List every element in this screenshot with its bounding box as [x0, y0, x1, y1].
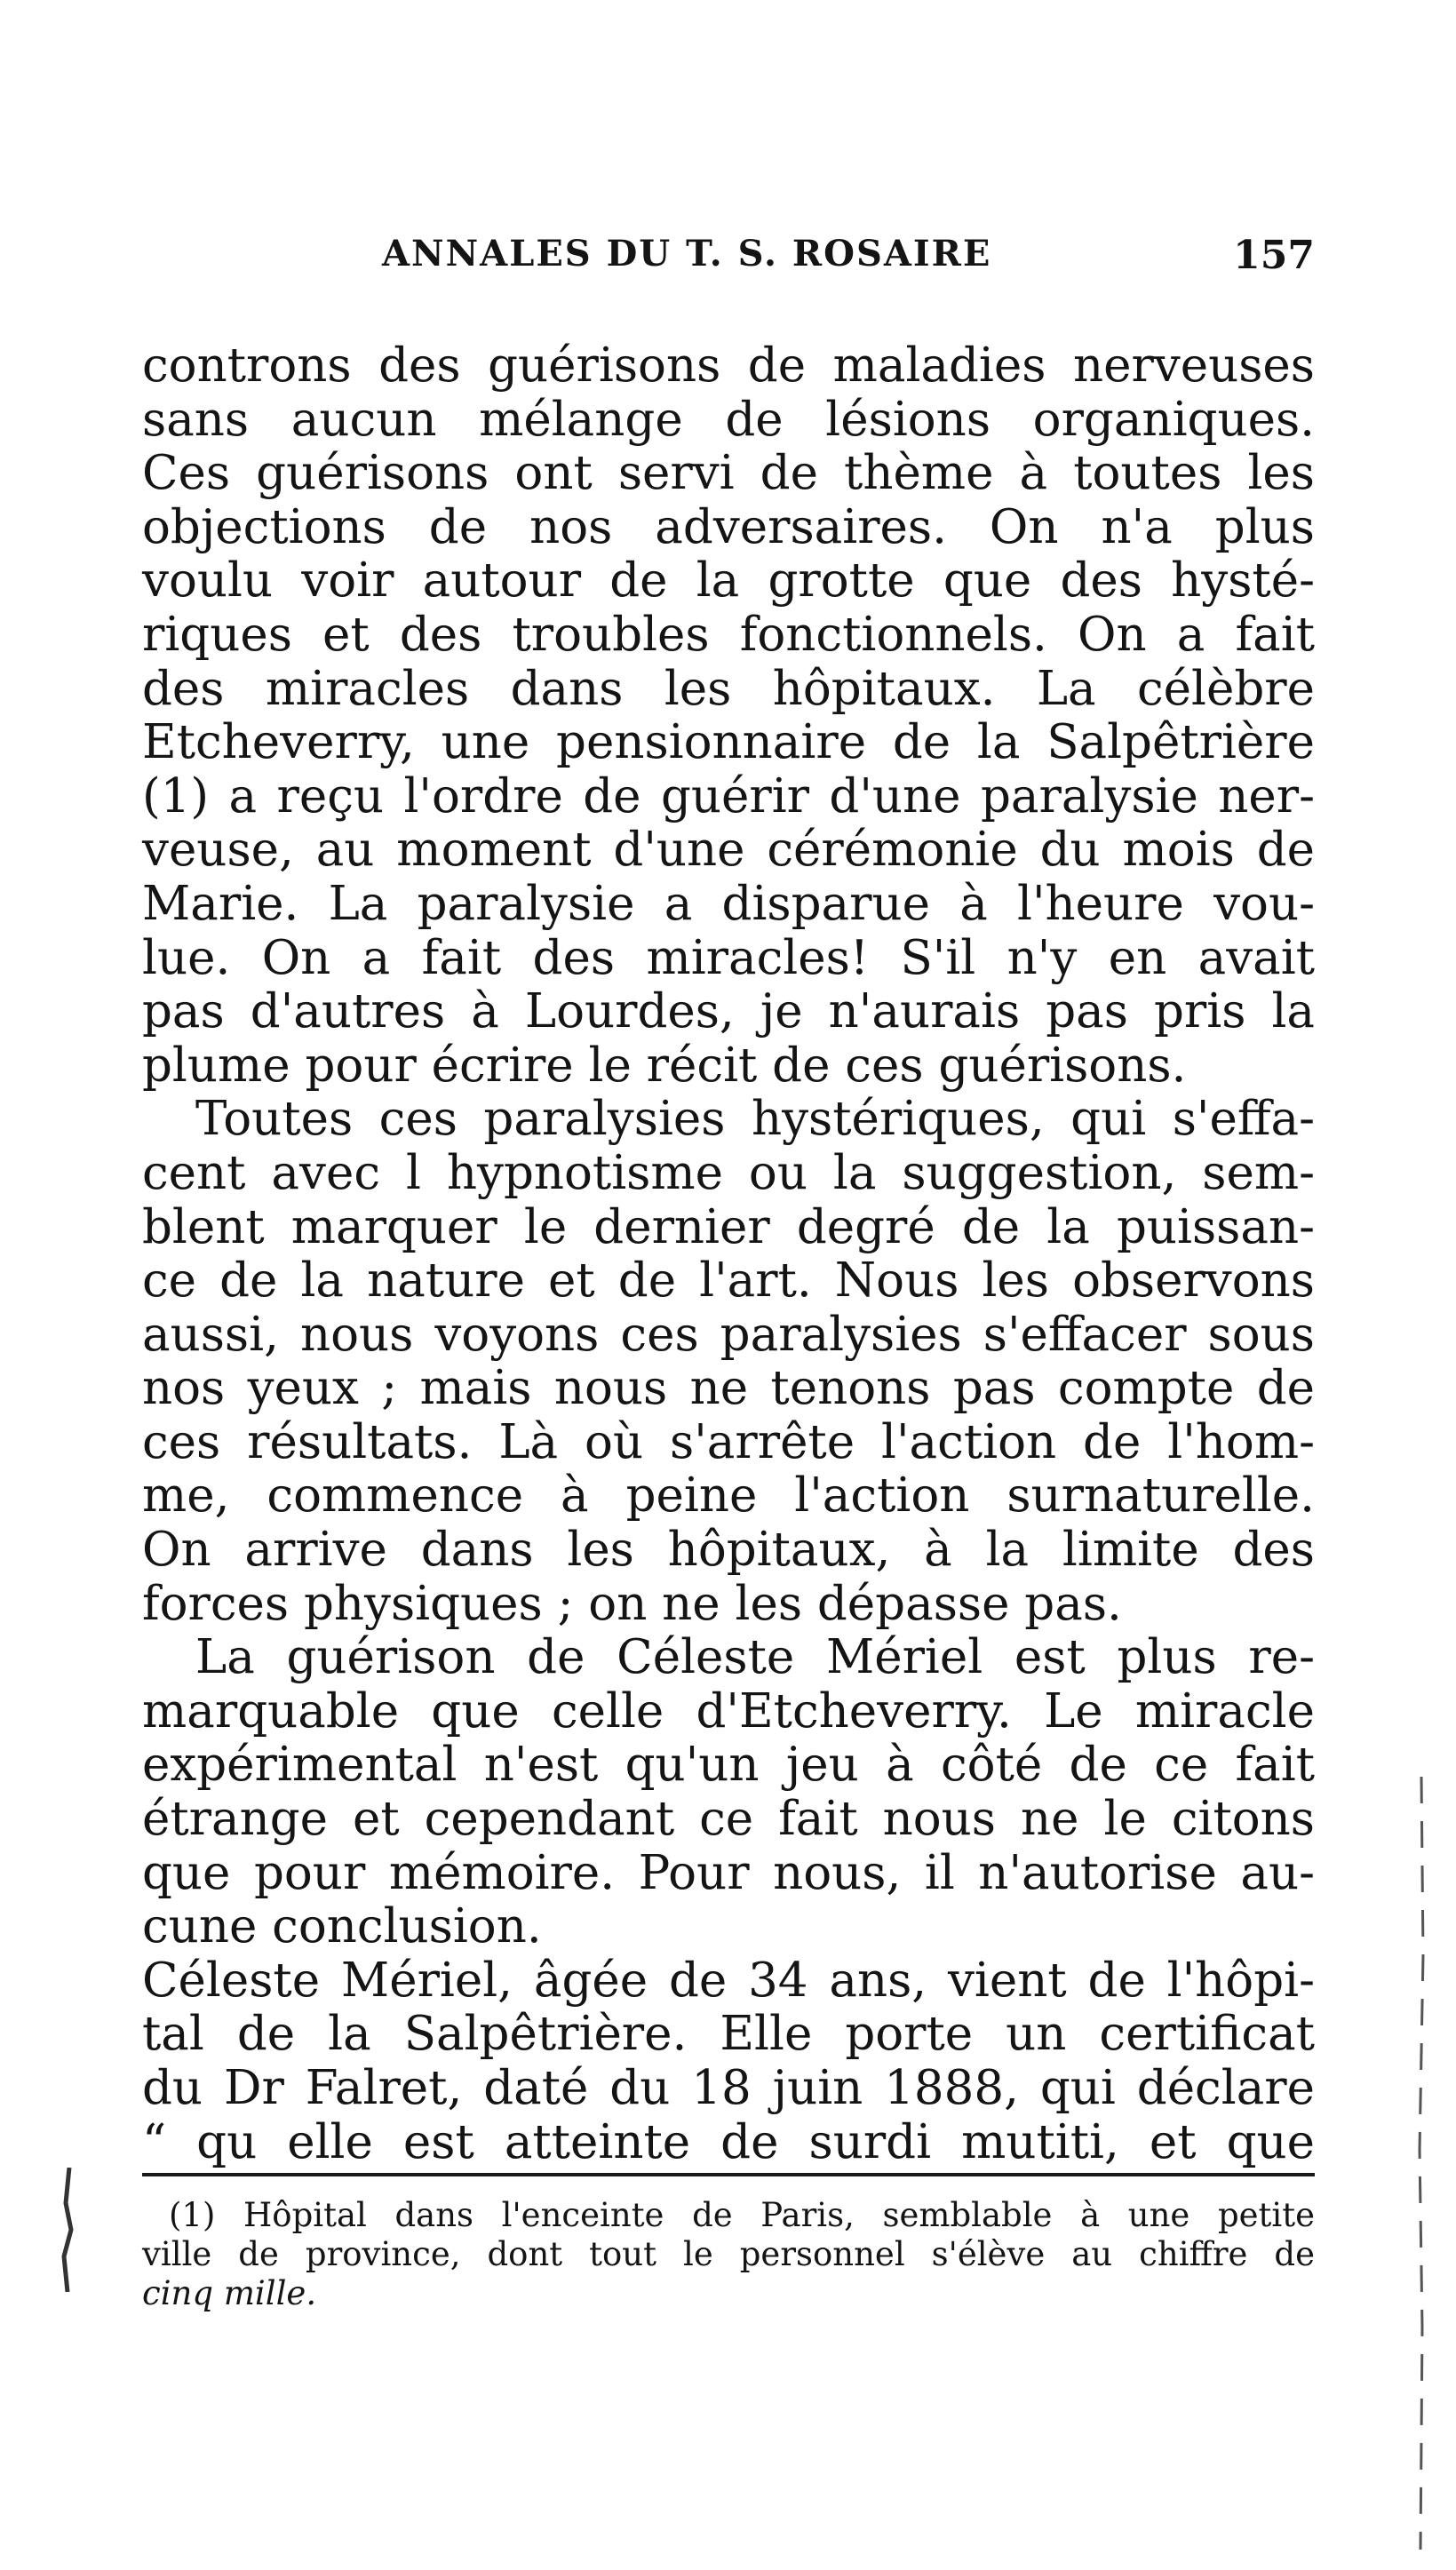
- text-line: ces résultats. Là où s'arrête l'action de l'hom-: [142, 1414, 1315, 1469]
- text-line: cune conclusion.: [142, 1899, 542, 1954]
- text-line: (1) a reçu l'ordre de guérir d'une paralysie ner-: [142, 768, 1315, 824]
- footnote-line: cinq mille.: [142, 2274, 317, 2312]
- text-line: marquable que celle d'Etcheverry. Le miracle: [142, 1683, 1315, 1739]
- text-line: que pour mémoire. Pour nous, il n'autorise au-: [142, 1845, 1315, 1900]
- text-line: On arrive dans les hôpitaux, à la limite des: [142, 1523, 1315, 1578]
- footnote-line: (1) Hôpital dans l'enceinte de Paris, semblable à une petite: [169, 2196, 1315, 2234]
- footnote-line: ville de province, dont tout le personnel s'élève au chiffre de: [142, 2235, 1315, 2273]
- text-line: me, commence à peine l'action surnaturelle.: [142, 1468, 1315, 1524]
- text-line: ce de la nature et de l'art. Nous les observons: [142, 1253, 1315, 1309]
- text-line: La guérison de Céleste Mériel est plus re-: [195, 1630, 1315, 1685]
- text-line: aussi, nous voyons ces paralysies s'effacer sous: [142, 1307, 1315, 1362]
- footnote: [142, 2196, 1315, 2313]
- text-line: expérimental n'est qu'un jeu à côté de ce fait: [142, 1738, 1315, 1793]
- text-line: veuse, au moment d'une cérémonie du mois de: [142, 823, 1315, 878]
- text-line: blent marquer le dernier degré de la puissan-: [142, 1199, 1315, 1254]
- body-text: [142, 339, 1315, 2169]
- text-line: pas d'autres à Lourdes, je n'aurais pas pris la: [142, 984, 1315, 1039]
- text-line: Céleste Mériel, âgée de 34 ans, vient de l'hôpi-: [142, 1953, 1315, 2008]
- text-line: plume pour écrire le récit de ces guérisons.: [142, 1038, 1187, 1093]
- margin-edge-mark: [1412, 1777, 1430, 2550]
- text-line: voulu voir autour de la grotte que des hysté-: [142, 553, 1315, 609]
- text-line: forces physiques ; on ne les dépasse pas.: [142, 1576, 1122, 1631]
- running-head: [142, 233, 1315, 295]
- text-line: cent avec l hypnotisme ou la suggestion, sem-: [142, 1145, 1315, 1200]
- text-line: des miracles dans les hôpitaux. La célèbre: [142, 661, 1315, 716]
- margin-bracket-mark: [53, 2168, 80, 2292]
- text-line: nos yeux ; mais nous ne tenons pas compte de: [142, 1361, 1315, 1416]
- running-title: ANNALES DU T. S. ROSAIRE: [382, 233, 992, 275]
- text-line: controns des guérisons de maladies nerveuses: [142, 338, 1315, 393]
- text-line: objections de nos adversaires. On n'a plus: [142, 499, 1315, 554]
- text-line: Toutes ces paralysies hystériques, qui s'effa-: [195, 1092, 1315, 1147]
- page-number: 157: [1233, 233, 1315, 278]
- text-line: Marie. La paralysie a disparue à l'heure vou-: [142, 876, 1315, 931]
- text-line: “ qu elle est atteinte de surdi mutiti, et que: [142, 2114, 1315, 2169]
- text-line: riques et des troubles fonctionnels. On a fait: [142, 607, 1315, 662]
- text-line: du Dr Falret, daté du 18 juin 1888, qui déclare: [142, 2061, 1315, 2115]
- text-line: Etcheverry, une pensionnaire de la Salpêtrière: [142, 715, 1315, 770]
- text-line: lue. On a fait des miracles! S'il n'y en avait: [142, 930, 1315, 985]
- text-line: étrange et cependant ce fait nous ne le citons: [142, 1792, 1315, 1847]
- text-line: tal de la Salpêtrière. Elle porte un certificat: [142, 2007, 1315, 2062]
- text-line: Ces guérisons ont servi de thème à toutes les: [142, 446, 1315, 501]
- footnote-rule: [142, 2173, 1315, 2176]
- text-line: sans aucun mélange de lésions organiques.: [142, 392, 1315, 447]
